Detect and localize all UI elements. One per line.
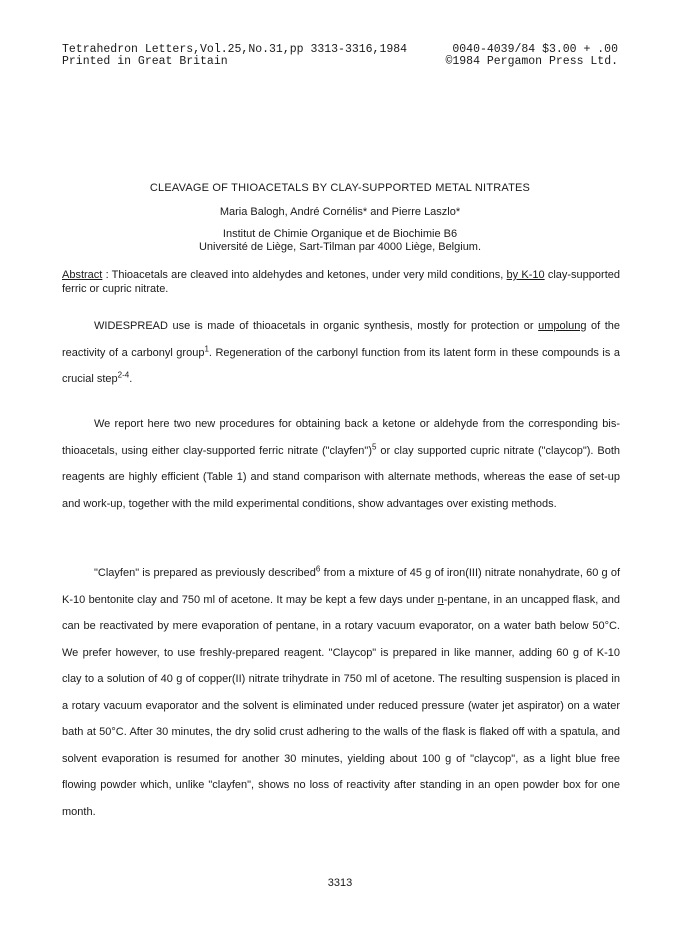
p3-c: -pentane, in an uncapped flask, and can be reactivated by mere evaporation of pentane, in a rotary vacuum evaporator, on a water bath below 50°C. We prefer however, to use freshly-prepared reagent. "Claycop" is prepared in like manner, adding 60 g of K-10 clay to a solution of 40 g of copper(II) nitrate trihydrate in 750 ml of acetone. The resulting suspension is placed in a rotary vacuum evaporator and the solvent is eliminated under reduced pressure (water jet aspirator) on a water bath at 50°C. After 30 minutes, the dry solid crust adhering to the walls of the flask is flaked off with a spatula, and solvent evaporation is resumed for another 30 minutes, yielding about 100 g of "claycop", as a light blue free flowing powder which, unlike "clayfen", shows no loss of reactivity after standing in an open powder box for one month. bbox=[62, 593, 620, 818]
copyright-notice: ©1984 Pergamon Press Ltd. bbox=[445, 55, 618, 68]
printed-location: Printed in Great Britain bbox=[62, 55, 228, 68]
p2-ref-5: 5 bbox=[371, 441, 377, 451]
p1-ref-1: 1 bbox=[204, 343, 209, 353]
institution-line-1: Institut de Chimie Organique et de Biochimie B6 bbox=[222, 228, 458, 240]
p1-a: WIDESPREAD use is made of thioacetals in organic synthesis, mostly for protection or bbox=[94, 320, 534, 332]
p1-b: of the reactivity of a carbonyl group bbox=[62, 320, 621, 359]
journal-citation: Tetrahedron Letters,Vol.25,No.31,pp 3313-3316,1984 bbox=[62, 43, 408, 56]
p3-n: n bbox=[437, 593, 444, 606]
p1-c: . Regeneration of the carbonyl function from its latent form in these compounds is a crucial step bbox=[62, 346, 620, 385]
abstract-label: Abstract bbox=[62, 269, 103, 281]
institution-line-2: Université de Liège, Sart-Tilman par 4000 Liège, Belgium. bbox=[198, 241, 482, 253]
price-code: 0040-4039/84 $3.00 + .00 bbox=[452, 43, 618, 56]
p2-b: or clay supported cupric nitrate ("claycop"). Both reagents are highly efficient (Table 1) and stand comparison with alternate methods, whereas the ease of set-up and work-up, together with the mild experimental conditions, show advantages over existing methods. bbox=[62, 444, 620, 510]
abstract-text-c: clay-supported ferric or cupric nitrate. bbox=[62, 269, 620, 295]
p3-b: from a mixture of 45 g of iron(III) nitrate nonahydrate, 60 g of K-10 bentonite clay and 750 ml of acetone. It may be kept a few days under bbox=[62, 567, 620, 606]
p3-ref-6: 6 bbox=[315, 564, 321, 574]
journal-header bbox=[62, 44, 618, 68]
p1-umpolung: umpolung bbox=[538, 320, 587, 332]
p1-ref-2-4: 2-4 bbox=[117, 370, 130, 380]
article-title: CLEAVAGE OF THIOACETALS BY CLAY-SUPPORTED METAL NITRATES bbox=[149, 182, 531, 194]
page-number: 3313 bbox=[327, 877, 353, 889]
article-authors: Maria Balogh, André Cornélis* and Pierre Laszlo* bbox=[219, 206, 461, 218]
paragraph-1 bbox=[62, 313, 620, 393]
paragraph-2 bbox=[62, 411, 620, 517]
p3-a: "Clayfen" is prepared as previously described bbox=[94, 567, 316, 579]
abstract-text-b: by K-10 bbox=[506, 269, 545, 281]
p1-d: . bbox=[129, 373, 133, 385]
abstract bbox=[62, 268, 620, 296]
p2-a: We report here two new procedures for obtaining back a ketone or aldehyde from the corresponding bis-thioacetals, using either clay-supported ferric nitrate ("clayfen") bbox=[62, 418, 620, 457]
paragraph-3 bbox=[62, 560, 620, 825]
abstract-text-a: : Thioacetals are cleaved into aldehydes and ketones, under very mild conditions, bbox=[102, 269, 504, 281]
